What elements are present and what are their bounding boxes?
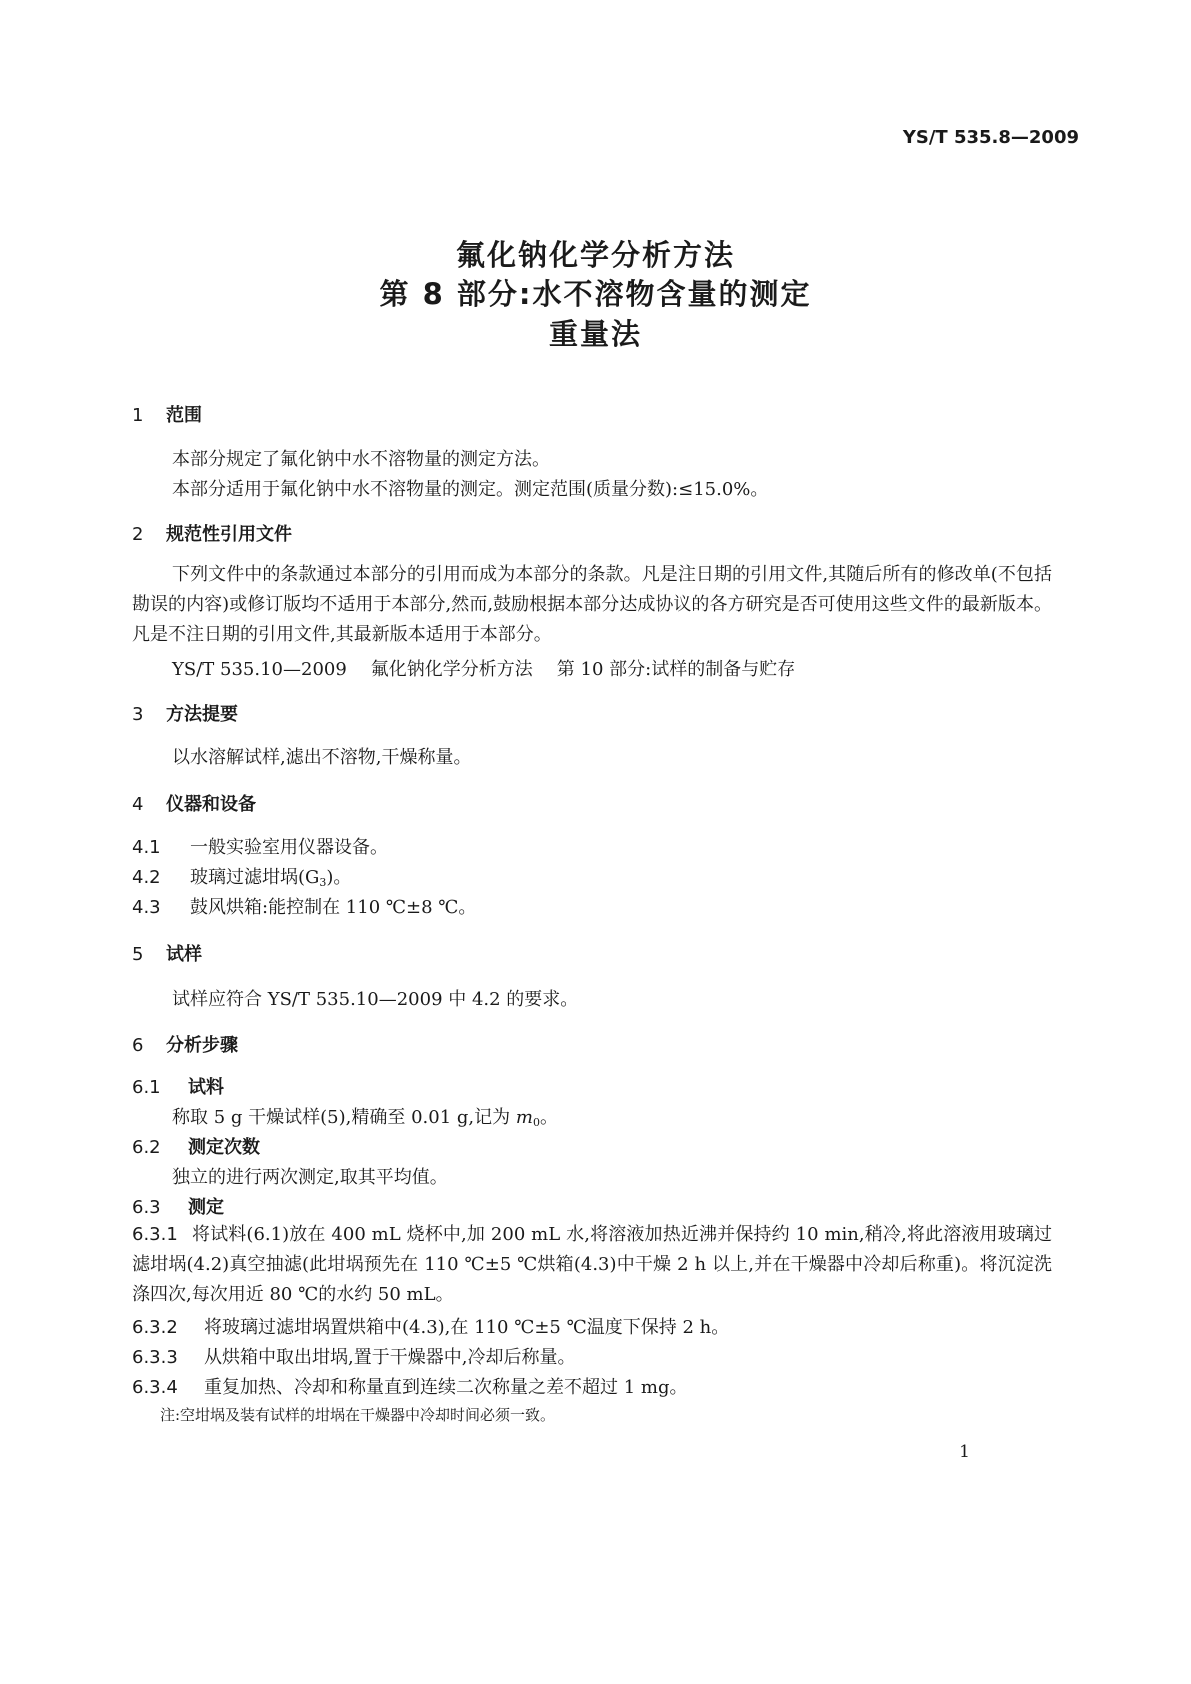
reference-title: 氟化钠化学分析方法 [370,659,533,680]
variable-subscript: 0 [532,1116,540,1129]
item-number: 4.2 [132,867,161,888]
item-number: 4.3 [132,897,161,918]
section-number: 2 [132,524,144,545]
subsection-6-2-text: 独立的进行两次测定,取其平均值。 [172,1167,448,1188]
document-subtitle: 第 8 部分:水不溶物含量的测定 [379,277,812,311]
normative-reference [172,655,795,681]
section-title: 试样 [166,944,202,965]
item-text: 鼓风烘箱:能控制在 110 ℃±8 ℃。 [190,897,477,918]
clause-6-3-4 [132,1373,687,1399]
item-4-1 [132,833,388,859]
clause-number: 6.3.2 [132,1317,178,1338]
clause-text: 从烘箱中取出坩埚,置于干燥器中,冷却后称量。 [204,1347,576,1368]
page-number: 1 [959,1442,970,1462]
section-title: 规范性引用文件 [166,524,292,545]
section-5-paragraph: 试样应符合 YS/T 535.10—2009 中 4.2 的要求。 [172,989,579,1010]
clause-text: 重复加热、冷却和称量直到连续二次称量之差不超过 1 mg。 [204,1377,688,1398]
section-5-heading [132,940,202,966]
item-4-3 [132,893,476,919]
clause-number: 6.3.3 [132,1347,178,1368]
item-number: 4.1 [132,837,161,858]
variable-m: m [515,1107,533,1128]
text: 称取 5 g 干燥试样(5),精确至 0.01 g,记为 [172,1107,516,1128]
item-text: 玻璃过滤坩埚(G [190,867,320,888]
section-title: 范围 [166,405,202,426]
section-number: 5 [132,944,144,965]
section-1-paragraph-2: 本部分适用于氟化钠中水不溶物量的测定。测定范围(质量分数):≤15.0%。 [172,479,769,500]
section-number: 4 [132,794,144,815]
clause-text: 将玻璃过滤坩埚置烘箱中(4.3),在 110 ℃±5 ℃温度下保持 2 h。 [204,1317,730,1338]
subsection-title: 测定次数 [188,1137,260,1158]
section-4-heading [132,790,256,816]
subsection-6-3-heading [132,1193,224,1219]
subsection-6-1-heading [132,1073,224,1099]
clause-6-3-3 [132,1343,575,1369]
section-1-paragraph-1: 本部分规定了氟化钠中水不溶物量的测定方法。 [172,449,550,470]
document-title: 氟化钠化学分析方法 [455,238,735,272]
subsection-number: 6.3 [132,1197,161,1218]
subsection-title: 测定 [188,1197,224,1218]
subsection-6-2-heading [132,1133,260,1159]
note: 注:空坩埚及装有试样的坩埚在干燥器中冷却时间必须一致。 [160,1406,556,1424]
clause-6-3-2 [132,1313,729,1339]
section-2-paragraph: 下列文件中的条款通过本部分的引用而成为本部分的条款。凡是注日期的引用文件,其随后所有的修改单(不包括勘误的内容)或修订版均不适用于本部分,然而,鼓励根据本部分达成协议的各方研究是否可使用这些文件的最新版本。凡是不注日期的引用文件,其最新版本适用于本部分。 [132,564,1052,645]
subsection-title: 试料 [188,1077,224,1098]
text-end: 。 [539,1107,558,1128]
section-title: 方法提要 [166,704,238,725]
clause-number: 6.3.1 [132,1224,178,1245]
reference-part: 第 10 部分:试样的制备与贮存 [556,659,796,680]
document-method-title: 重量法 [548,317,642,351]
section-title: 仪器和设备 [166,794,256,815]
item-text-end: )。 [326,867,352,888]
section-1-heading [132,401,202,427]
section-number: 3 [132,704,144,725]
section-3-paragraph: 以水溶解试样,滤出不溶物,干燥称量。 [172,747,472,768]
item-text: 一般实验室用仪器设备。 [190,837,388,858]
section-2-heading [132,520,292,546]
section-3-heading [132,700,238,726]
standard-code: YS/T 535.8—2009 [902,127,1079,148]
subsection-number: 6.2 [132,1137,161,1158]
clause-text: 将试料(6.1)放在 400 mL 烧杯中,加 200 mL 水,将溶液加热近沸并保持约 10 min,稍冷,将此溶液用玻璃过滤坩埚(4.2)真空抽滤(此坩埚预先在 110 ℃±5 ℃烘箱(4.3)中干燥 2 h 以上,并在干燥器中冷却后称重)。将沉淀洗涤四次,每次用近 80 ℃的水约 50 mL。 [132,1224,1052,1305]
item-4-2 [132,863,351,889]
subsection-number: 6.1 [132,1077,161,1098]
clause-number: 6.3.4 [132,1377,178,1398]
item-subscript: 3 [319,876,327,889]
clause-6-3-1 [132,1220,1052,1310]
subsection-6-1-text [172,1103,558,1129]
reference-code: YS/T 535.10—2009 [172,659,347,680]
section-number: 6 [132,1035,144,1056]
section-title: 分析步骤 [166,1035,238,1056]
section-6-heading [132,1031,238,1057]
section-number: 1 [132,405,144,426]
